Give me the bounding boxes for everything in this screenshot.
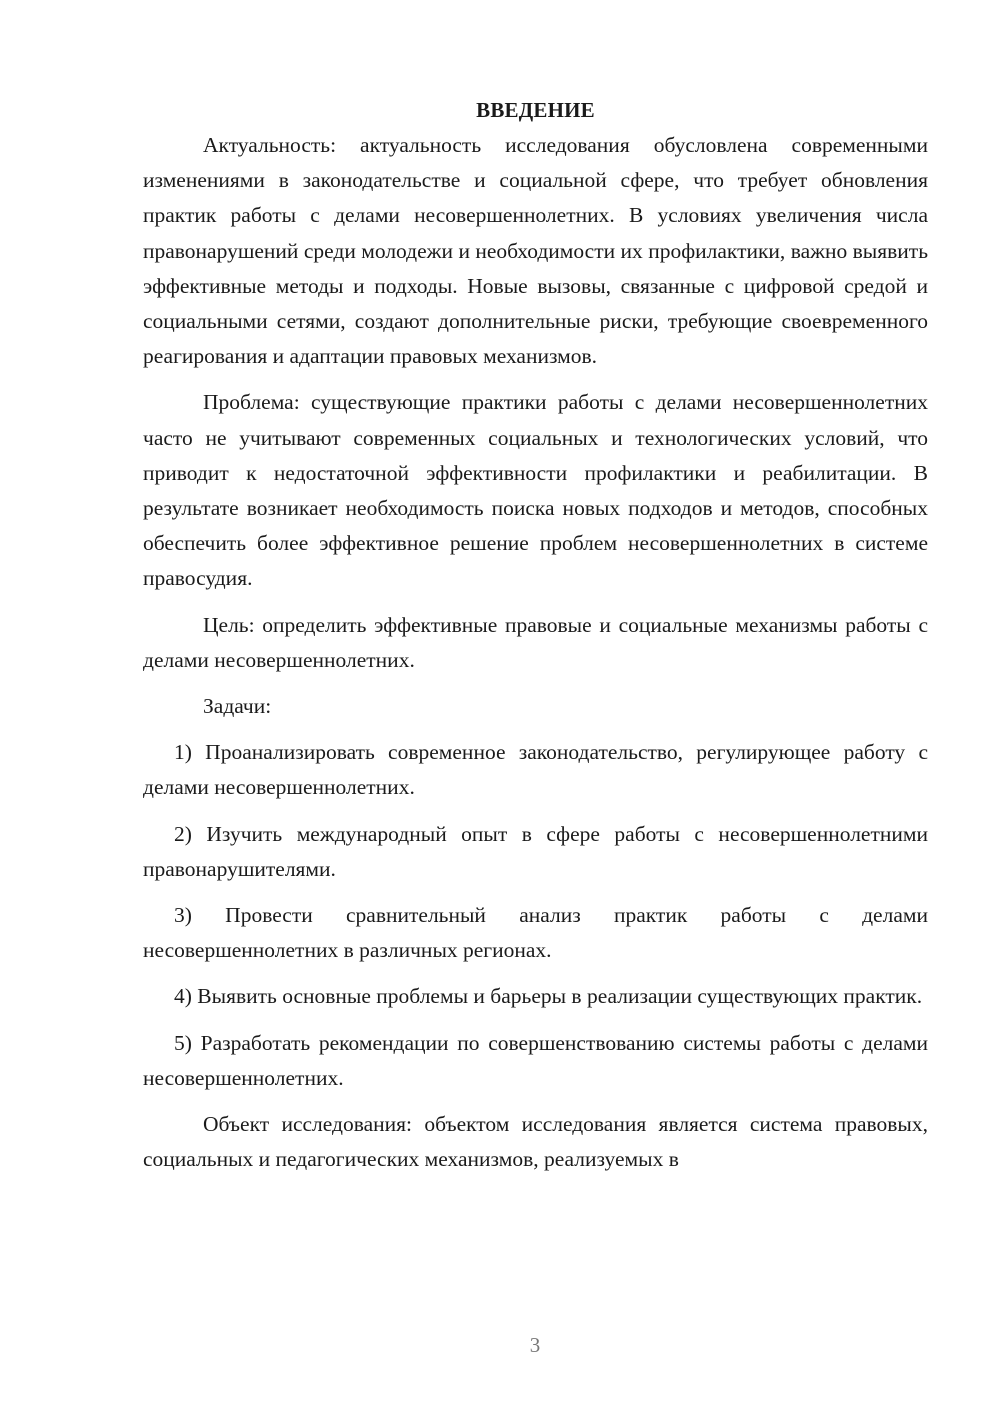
relevance-paragraph: Актуальность: актуальность исследования обусловлена современными изменениями в законодательстве и социальной сфере, что требует обновления практик работы с делами несовершеннолетних. В условиях увеличения числа правонарушений среди молодежи и необходимости их профилактики, важно выявить эффективные методы и подходы. Новые вызовы, связанные с цифровой средой и социальными сетями, создают дополнительные риски, требующие своевременного реагирования и адаптации правовых механизмов. (143, 133, 928, 369)
task-item-1: 1) Проанализировать современное законодательство, регулирующее работу с делами несовершеннолетних. (143, 740, 928, 800)
document-page (143, 93, 928, 1188)
object-paragraph: Объект исследования: объектом исследования является система правовых, социальных и педагогических механизмов, реализуемых в (143, 1112, 928, 1172)
task-item-5: 5) Разработать рекомендации по совершенствованию системы работы с делами несовершеннолетних. (143, 1030, 928, 1090)
task-item-2: 2) Изучить международный опыт в сфере работы с несовершеннолетними правонарушителями. (143, 821, 928, 881)
task-item-4: 4) Выявить основные проблемы и барьеры в реализации существующих практик. (174, 984, 923, 1009)
goal-paragraph: Цель: определить эффективные правовые и социальные механизмы работы с делами несовершеннолетних. (143, 612, 928, 672)
section-heading: ВВЕДЕНИЕ (476, 98, 595, 122)
tasks-label: Задачи: (203, 694, 272, 719)
page-number: 3 (529, 1333, 541, 1357)
task-item-3: 3) Провести сравнительный анализ практик работы с делами несовершеннолетних в различных регионах. (143, 903, 928, 963)
problem-paragraph: Проблема: существующие практики работы с делами несовершеннолетних часто не учитывают современных социальных и технологических условий, что приводит к недостаточной эффективности профилактики и реабилитации. В результате возникает необходимость поиска новых подходов и методов, способных обеспечить более эффективное решение проблем несовершеннолетних в системе правосудия. (143, 390, 928, 591)
